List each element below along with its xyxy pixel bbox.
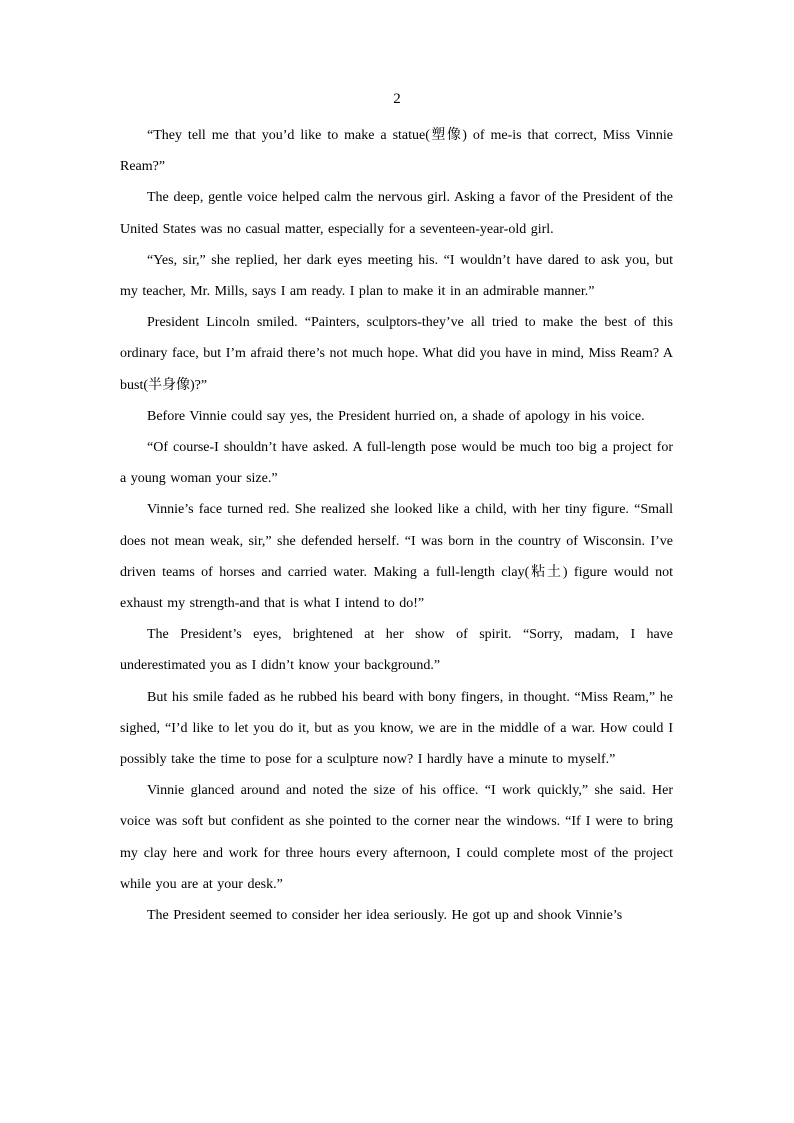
paragraph: The President’s eyes, brightened at her show of spirit. “Sorry, madam, I have underestimated you as I didn’t know your background.” — [120, 627, 673, 674]
paragraph: “They tell me that you’d like to make a statue(塑像) of me-is that correct, Miss Vinnie Ream?” — [120, 128, 673, 175]
paragraph: Vinnie’s face turned red. She realized she looked like a child, with her tiny figure. “Small does not mean weak, sir,” she defended herself. “I was born in the country of Wisconsin. I’ve driven teams of horses and carried water. Making a full-length clay(粘土) figure would not exhaust my strength-and that is what I intend to do!” — [120, 502, 673, 612]
paragraph: Vinnie glanced around and noted the size of his office. “I work quickly,” she said. Her voice was soft but confident as she pointed to the corner near the windows. “If I were to bring my clay here and work for three hours every afternoon, I could complete most of the project while you are at your desk.” — [120, 783, 673, 892]
paragraph: “Yes, sir,” she replied, her dark eyes meeting his. “I wouldn’t have dared to ask you, but my teacher, Mr. Mills, says I am ready. I plan to make it in an admirable manner.” — [120, 252, 673, 300]
paragraph: But his smile faded as he rubbed his beard with bony fingers, in thought. “Miss Ream,” he sighed, “I’d like to let you do it, but as you know, we are in the middle of a war. How could I possibly take the time to pose for a sculpture now? I hardly have a minute to myself.” — [120, 689, 673, 768]
paragraph: Before Vinnie could say yes, the President hurried on, a shade of apology in his voice. — [147, 408, 645, 424]
paragraph: The President seemed to consider her idea seriously. He got up and shook Vinnie’s — [147, 908, 623, 924]
page-number: 2 — [393, 91, 401, 107]
paragraph: “Of course-I shouldn’t have asked. A full-length pose would be much too big a project for a young woman your size.” — [120, 440, 673, 487]
paragraph: President Lincoln smiled. “Painters, sculptors-they’ve all tried to make the best of this ordinary face, but I’m afraid there’s not much hope. What did you have in mind, Miss Ream? A bust(半身像)?” — [120, 315, 673, 393]
document-body — [120, 120, 673, 931]
paragraph: The deep, gentle voice helped calm the nervous girl. Asking a favor of the President of the United States was no casual matter, especially for a seventeen-year-old girl. — [120, 190, 673, 237]
